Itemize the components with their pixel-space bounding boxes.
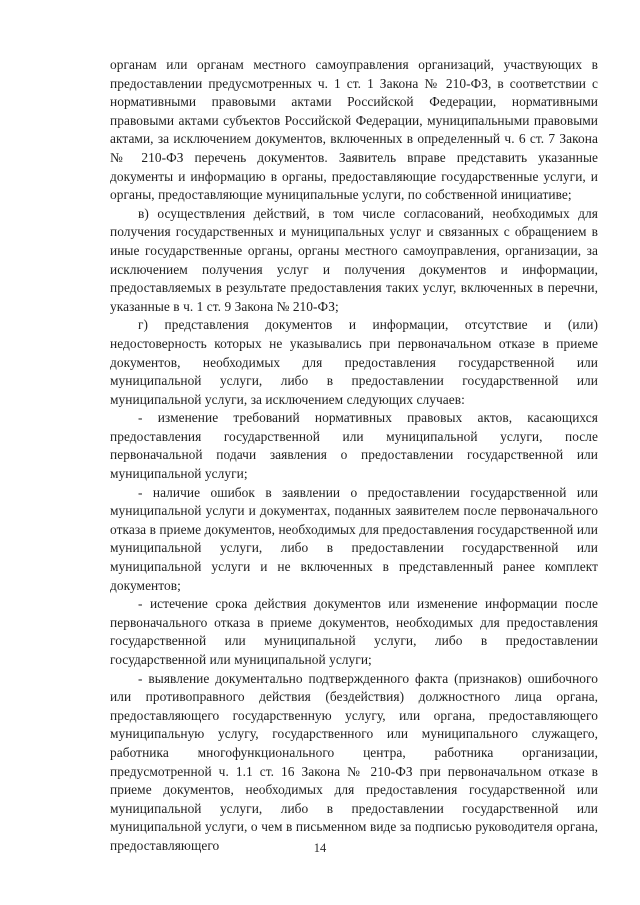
document-body (110, 56, 598, 856)
paragraph-4: - изменение требований нормативных правовых актов, касающихся предоставления государственной или муниципальной услуги, после первоначальной подачи заявления о предоставлении государственной или муниципальной услуги; (110, 410, 598, 482)
paragraph-6: - истечение срока действия документов или изменение информации после первоначального отказа в приеме документов, необходимых для предоставления государственной или муниципальной услуги, либо в предоставлении государственной или муниципальной услуги; (110, 596, 598, 667)
paragraph-2: в) осуществления действий, в том числе согласований, необходимых для получения государственных и муниципальных услуг и связанных с обращением в иные государственные органы, органы местного самоуправления, организации, за исключением получения услуг и получения документов и информации, предоставляемых в результате предоставления таких услуг, включенных в перечни, указанные в ч. 1 ст. 9 Закона № 210-ФЗ; (110, 205, 598, 314)
page-number: 14 (313, 841, 327, 855)
paragraph-1: органам или органам местного самоуправления организаций, участвующих в предоставлении предусмотренных ч. 1 ст. 1 Закона № 210-ФЗ, в соответствии с нормативными правовыми актами Российской Федерации, нормативными правовыми актами субъектов Российской Федерации, муниципальными правовыми актами, за исключением документов, включенных в определенный ч. 6 ст. 7 Закона № 210-ФЗ перечень документов. Заявитель вправе представить указанные документы и информацию в органы, предоставляющие государственные услуги, и органы, предоставляющие муниципальные услуги, по собственной инициативе; (110, 57, 598, 203)
paragraph-3: г) представления документов и информации, отсутствие и (или) недостоверность которых не указывались при первоначальном отказе в приеме документов, необходимых для предоставления государственной или муниципальной услуги, либо в предоставлении государственной или муниципальной услуги, за исключением следующих случаев: (110, 317, 598, 407)
paragraph-7: - выявление документально подтвержденного факта (признаков) ошибочного или противоправного действия (бездействия) должностного лица органа, предоставляющего государственную услугу, или органа, предоставляющего муниципальную услугу, государственного или муниципального служащего, работника многофункционального центра, работника организации, предусмотренной ч. 1.1 ст. 16 Закона № 210-ФЗ при первоначальном отказе в приеме документов, необходимых для предоставления государственной или муниципальной услуги, либо в предоставлении государственной или муниципальной услуги, о чем в письменном виде за подписью руководителя органа, предоставляющего (110, 670, 598, 853)
paragraph-5: - наличие ошибок в заявлении о предоставлении государственной или муниципальной услуги и документах, поданных заявителем после первоначального отказа в приеме документов, необходимых для предоставления государственной или муниципальной услуги, либо в предоставлении государственной или муниципальной услуги и не включенных в представленный ранее комплект документов; (110, 484, 598, 593)
